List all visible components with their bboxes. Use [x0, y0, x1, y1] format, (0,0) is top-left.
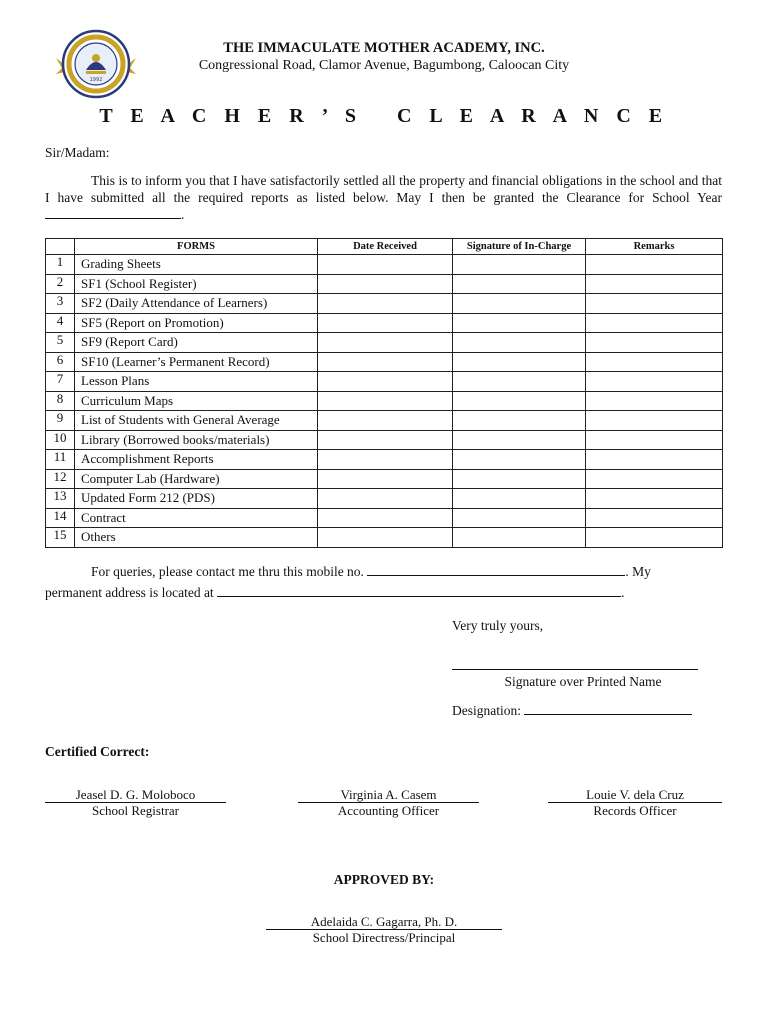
header-date-received: Date Received	[318, 239, 453, 255]
row-number: 2	[46, 274, 75, 294]
table-row	[46, 274, 723, 294]
remarks-cell[interactable]	[586, 411, 723, 431]
date-received-cell[interactable]	[318, 391, 453, 411]
date-received-cell[interactable]	[318, 489, 453, 509]
teacher-signature-line[interactable]	[452, 661, 698, 670]
row-form-name: SF5 (Report on Promotion)	[75, 313, 318, 333]
table-row	[46, 430, 723, 450]
school-name: THE IMMACULATE MOTHER ACADEMY, INC.	[223, 40, 545, 56]
row-form-name: Contract	[75, 508, 318, 528]
table-row	[46, 528, 723, 548]
contact-text: For queries, please contact me thru this mobile no.	[91, 564, 364, 579]
row-form-name: SF10 (Learner’s Permanent Record)	[75, 352, 318, 372]
row-form-name: Curriculum Maps	[75, 391, 318, 411]
signature-cell[interactable]	[453, 528, 586, 548]
signature-cell[interactable]	[453, 430, 586, 450]
request-end: .	[181, 207, 185, 222]
officer-registrar	[45, 787, 226, 818]
officer-records	[548, 787, 722, 818]
date-received-cell[interactable]	[318, 352, 453, 372]
designation-label: Designation:	[452, 703, 521, 718]
table-row	[46, 313, 723, 333]
row-form-name: SF9 (Report Card)	[75, 333, 318, 353]
row-form-name: Others	[75, 528, 318, 548]
row-form-name: Library (Borrowed books/materials)	[75, 430, 318, 450]
address-blank[interactable]	[217, 584, 621, 597]
remarks-cell[interactable]	[586, 352, 723, 372]
designation-blank[interactable]	[524, 702, 692, 715]
table-row	[46, 352, 723, 372]
header-remarks: Remarks	[586, 239, 723, 255]
row-form-name: List of Students with General Average	[75, 411, 318, 431]
row-number: 6	[46, 352, 75, 372]
table-row	[46, 294, 723, 314]
school-year-blank[interactable]	[45, 206, 181, 219]
address-text-end: .	[621, 585, 625, 600]
officer-role: School Registrar	[91, 803, 179, 818]
signature-cell[interactable]	[453, 372, 586, 392]
signature-cell[interactable]	[453, 411, 586, 431]
signature-cell[interactable]	[453, 391, 586, 411]
row-form-name: Lesson Plans	[75, 372, 318, 392]
request-paragraph	[45, 172, 722, 223]
principal-role: School Directress/Principal	[312, 930, 456, 945]
header-number	[46, 239, 75, 255]
date-received-cell[interactable]	[318, 294, 453, 314]
row-number: 11	[46, 450, 75, 470]
signature-cell[interactable]	[453, 508, 586, 528]
signature-cell[interactable]	[453, 274, 586, 294]
date-received-cell[interactable]	[318, 430, 453, 450]
date-received-cell[interactable]	[318, 333, 453, 353]
remarks-cell[interactable]	[586, 313, 723, 333]
signature-cell[interactable]	[453, 450, 586, 470]
remarks-cell[interactable]	[586, 489, 723, 509]
certified-correct-label: Certified Correct:	[45, 744, 150, 759]
date-received-cell[interactable]	[318, 469, 453, 489]
row-number: 8	[46, 391, 75, 411]
officer-accounting	[298, 787, 479, 818]
row-number: 3	[46, 294, 75, 314]
designation-row	[452, 702, 692, 719]
table-row	[46, 411, 723, 431]
row-form-name: Grading Sheets	[75, 255, 318, 275]
forms-clearance-table	[45, 238, 723, 548]
signature-label: Signature over Printed Name	[504, 674, 662, 689]
date-received-cell[interactable]	[318, 508, 453, 528]
request-text: This is to inform you that I have satisfactorily settled all the property and financial obligations in the school and that I have submitted all the required reports as listed below. May I then be granted the Clearance for School Year	[45, 173, 722, 205]
row-form-name: SF1 (School Register)	[75, 274, 318, 294]
contact-text-end: . My	[625, 564, 651, 579]
school-seal-logo	[56, 24, 136, 104]
date-received-cell[interactable]	[318, 411, 453, 431]
row-form-name: SF2 (Daily Attendance of Learners)	[75, 294, 318, 314]
officer-role: Accounting Officer	[337, 803, 440, 818]
remarks-cell[interactable]	[586, 430, 723, 450]
remarks-cell[interactable]	[586, 528, 723, 548]
row-form-name: Accomplishment Reports	[75, 450, 318, 470]
table-row	[46, 469, 723, 489]
row-form-name: Computer Lab (Hardware)	[75, 469, 318, 489]
row-number: 1	[46, 255, 75, 275]
signature-cell[interactable]	[453, 489, 586, 509]
table-row	[46, 333, 723, 353]
officer-role: Records Officer	[593, 803, 677, 818]
row-number: 13	[46, 489, 75, 509]
remarks-cell[interactable]	[586, 294, 723, 314]
row-number: 5	[46, 333, 75, 353]
row-number: 15	[46, 528, 75, 548]
remarks-cell[interactable]	[586, 391, 723, 411]
document-title: T E A C H E R ’ S C L E A R A N C E	[99, 105, 669, 127]
signature-cell[interactable]	[453, 294, 586, 314]
row-number: 9	[46, 411, 75, 431]
remarks-cell[interactable]	[586, 333, 723, 353]
signature-cell[interactable]	[453, 333, 586, 353]
officer-name: Louie V. dela Cruz	[548, 787, 722, 803]
row-form-name: Updated Form 212 (PDS)	[75, 489, 318, 509]
contact-paragraph	[45, 561, 725, 603]
remarks-cell[interactable]	[586, 469, 723, 489]
signature-cell[interactable]	[453, 469, 586, 489]
header-forms: FORMS	[75, 239, 318, 255]
row-number: 12	[46, 469, 75, 489]
date-received-cell[interactable]	[318, 528, 453, 548]
table-row	[46, 489, 723, 509]
principal-signature	[266, 914, 502, 945]
table-header-row	[46, 239, 723, 255]
approved-by-label: APPROVED BY:	[333, 872, 435, 887]
table-row	[46, 391, 723, 411]
closing-text: Very truly yours,	[452, 618, 544, 633]
mobile-number-blank[interactable]	[367, 563, 625, 576]
date-received-cell[interactable]	[318, 372, 453, 392]
table-row	[46, 450, 723, 470]
signature-cell[interactable]	[453, 352, 586, 372]
principal-name: Adelaida C. Gagarra, Ph. D.	[266, 914, 502, 930]
remarks-cell[interactable]	[586, 450, 723, 470]
salutation: Sir/Madam:	[45, 145, 110, 160]
svg-text:1992: 1992	[89, 77, 103, 83]
date-received-cell[interactable]	[318, 450, 453, 470]
table-row	[46, 255, 723, 275]
date-received-cell[interactable]	[318, 313, 453, 333]
table-row	[46, 508, 723, 528]
signature-cell[interactable]	[453, 255, 586, 275]
row-number: 10	[46, 430, 75, 450]
officer-name: Virginia A. Casem	[298, 787, 479, 803]
remarks-cell[interactable]	[586, 255, 723, 275]
school-address: Congressional Road, Clamor Avenue, Bagumbong, Caloocan City	[198, 58, 570, 73]
row-number: 7	[46, 372, 75, 392]
date-received-cell[interactable]	[318, 274, 453, 294]
date-received-cell[interactable]	[318, 255, 453, 275]
remarks-cell[interactable]	[586, 274, 723, 294]
header-signature: Signature of In-Charge	[453, 239, 586, 255]
row-number: 14	[46, 508, 75, 528]
address-text: permanent address is located at	[45, 585, 214, 600]
officer-name: Jeasel D. G. Moloboco	[45, 787, 226, 803]
remarks-cell[interactable]	[586, 372, 723, 392]
remarks-cell[interactable]	[586, 508, 723, 528]
row-number: 4	[46, 313, 75, 333]
table-row	[46, 372, 723, 392]
signature-cell[interactable]	[453, 313, 586, 333]
